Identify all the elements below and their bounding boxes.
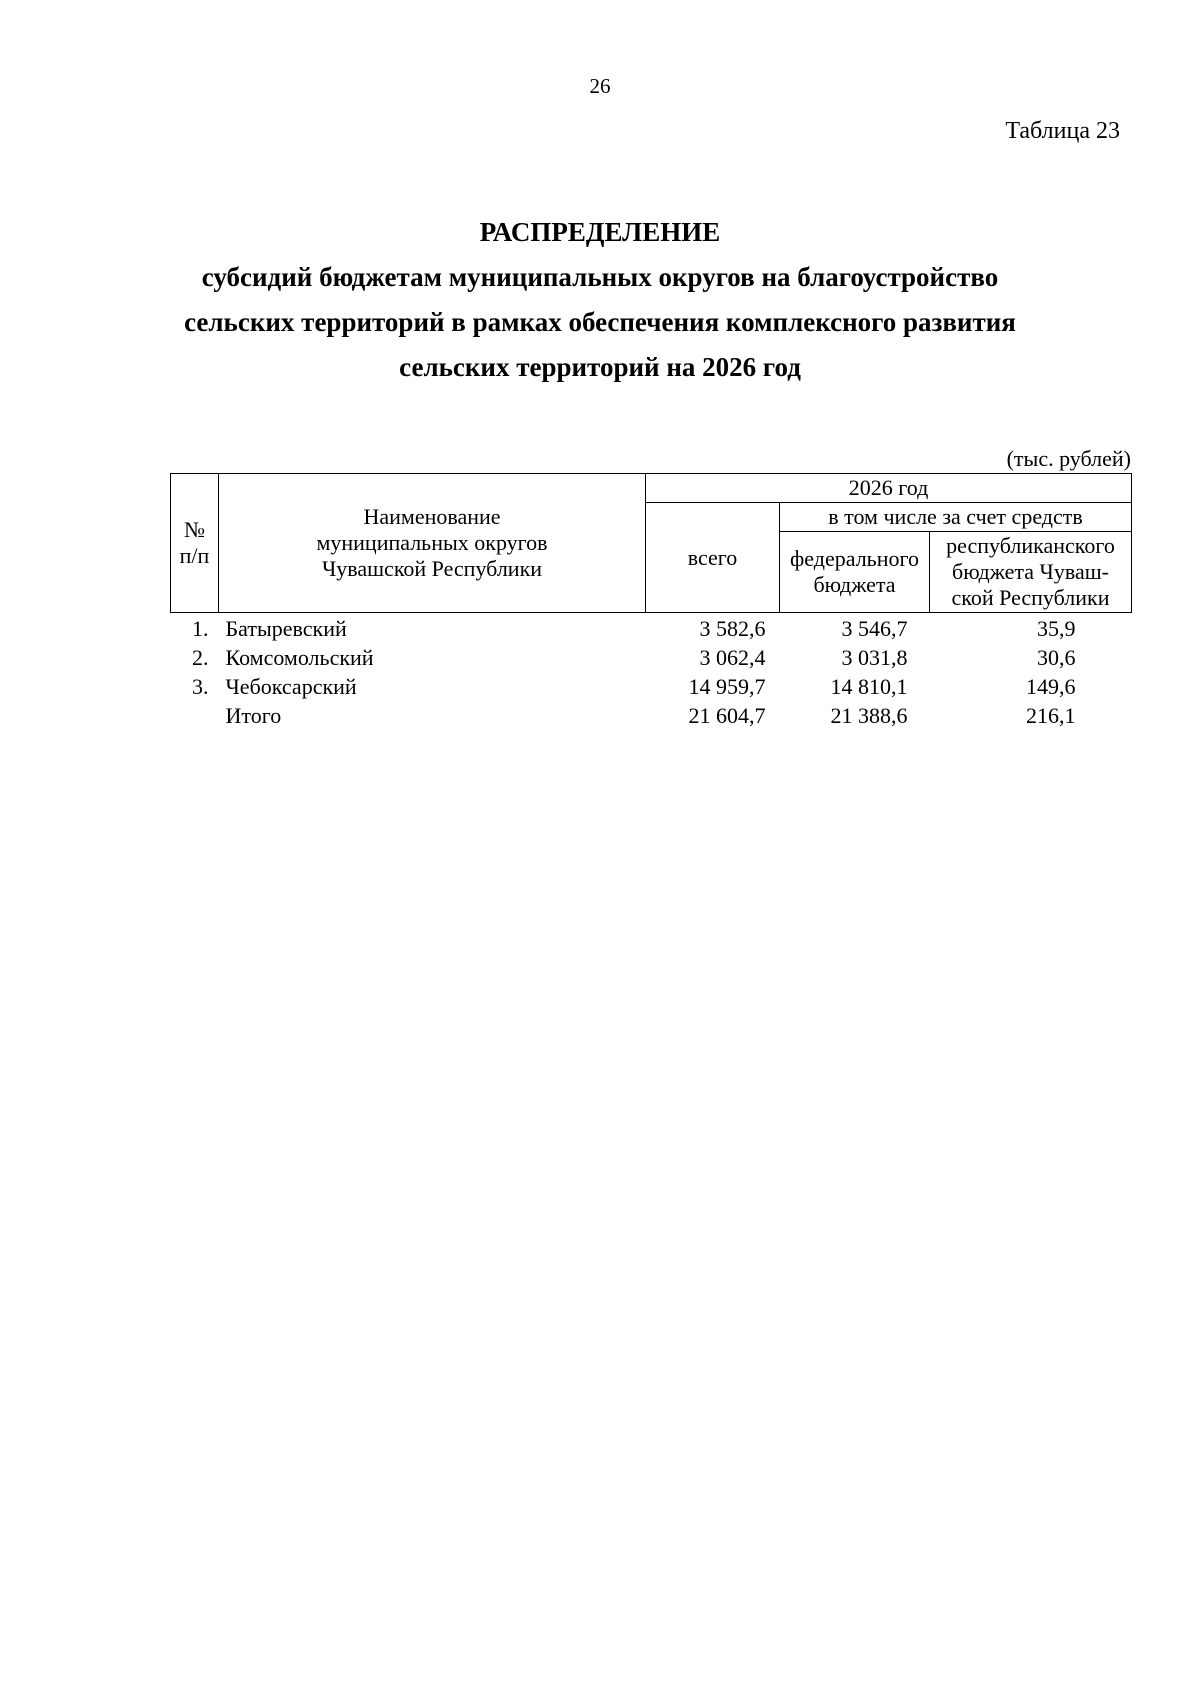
header-including: в том числе за счет средств [780,503,1132,532]
row-num: 1. [192,616,209,641]
row-name: Комсомольский [225,645,374,670]
row-num: 3. [192,674,209,699]
header-num: № п/п [171,474,219,613]
title-line-3: сельских территорий в рамках обеспечения комплексного развития [184,307,1016,337]
row-republican: 35,9 [1037,616,1076,641]
table-row [171,643,1132,672]
row-total: 3 582,6 [699,616,766,641]
row-republican: 30,6 [1037,645,1076,670]
units-note: (тыс. рублей) [1006,446,1131,471]
table-number: Таблица 23 [1005,118,1120,144]
distribution-table [170,473,1132,730]
table-row [171,613,1132,644]
row-total: 21 604,7 [688,703,766,728]
table-row [171,672,1132,701]
header-republican: республиканского бюджета Чуваш- ской Республики [930,532,1132,613]
row-name: Чебоксарский [225,674,357,699]
header-name: Наименование муниципальных округов Чувашской Республики [219,474,646,613]
row-federal: 14 810,1 [830,674,908,699]
row-num [171,701,219,730]
header-year: 2026 год [646,474,1132,503]
row-total: 14 959,7 [688,674,766,699]
row-federal: 3 031,8 [841,645,908,670]
title-line-4: сельских территорий на 2026 год [399,352,801,382]
header-federal: федерального бюджета [780,532,930,613]
row-republican: 149,6 [1026,674,1076,699]
row-name: Батыревский [225,616,347,641]
row-total: 3 062,4 [699,645,766,670]
table-total-row [171,701,1132,730]
document-title [0,210,1200,390]
title-line-1: РАСПРЕДЕЛЕНИЕ [479,217,721,247]
row-federal: 21 388,6 [830,703,908,728]
row-federal: 3 546,7 [841,616,908,641]
row-name: Итого [225,703,282,728]
row-republican: 216,1 [1026,703,1076,728]
title-line-2: субсидий бюджетам муниципальных округов на благоустройство [201,262,999,292]
row-num: 2. [192,645,209,670]
header-total: всего [646,503,780,613]
page-number: 26 [589,74,611,98]
